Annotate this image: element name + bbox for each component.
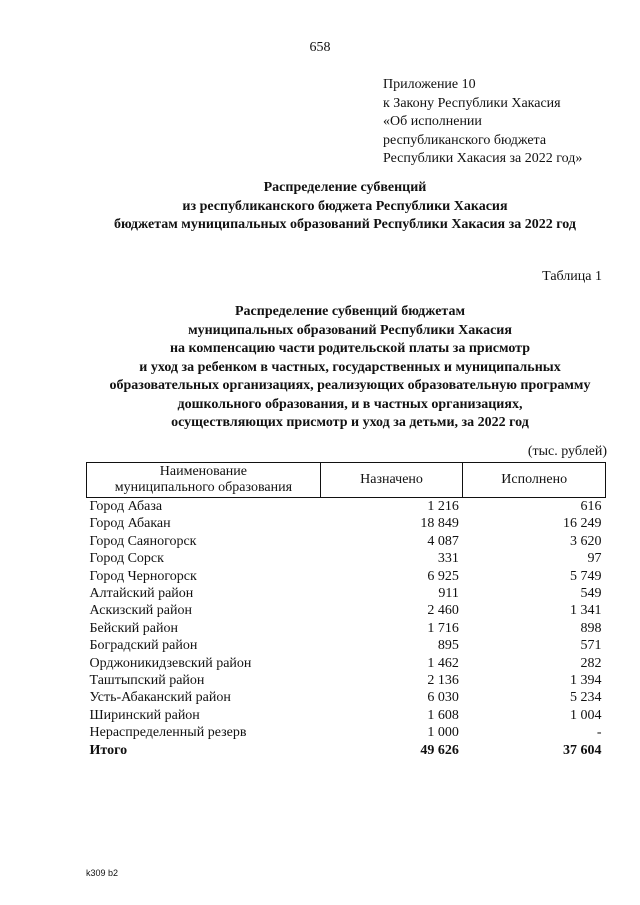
table-title-line: муниципальных образований Республики Хакасия	[188, 322, 512, 338]
row-executed-cell: 37 604	[563, 742, 602, 758]
row-executed-cell: 549	[580, 586, 602, 602]
header-executed: Исполнено	[463, 463, 606, 498]
row-executed-cell: 3 620	[570, 533, 602, 549]
row-name-cell: Город Сорск	[89, 551, 164, 567]
row-executed-cell: 1 341	[570, 603, 602, 619]
row-executed-cell: 16 249	[563, 516, 602, 532]
table-row	[87, 620, 606, 637]
row-executed-cell: 571	[580, 638, 602, 654]
row-assigned-cell: 49 626	[420, 742, 459, 758]
row-name-cell: Боградский район	[89, 638, 198, 654]
table-row	[87, 533, 606, 550]
table-title-line: дошкольного образования, и в частных организациях,	[177, 396, 523, 412]
table-row	[87, 550, 606, 567]
row-assigned-cell: 6 030	[427, 690, 459, 706]
row-name-cell: Город Абакан	[89, 516, 171, 532]
row-assigned-cell: 2 136	[427, 673, 459, 689]
row-assigned-cell: 1 000	[427, 725, 459, 741]
row-assigned-cell: 895	[437, 638, 459, 654]
heading-line: из республиканского бюджета Республики Хакасия	[182, 198, 508, 214]
table-title-line: Распределение субвенций бюджетам	[235, 304, 465, 319]
row-name-cell: Бейский район	[89, 620, 178, 636]
total-row	[87, 742, 606, 759]
row-assigned-cell: 18 849	[420, 516, 459, 532]
table-row	[87, 655, 606, 672]
row-assigned-cell: 911	[438, 586, 459, 602]
row-name-cell: Нераспределенный резерв	[89, 725, 247, 741]
table-row	[87, 724, 606, 741]
row-name-cell: Усть-Абаканский район	[89, 690, 231, 706]
row-name-cell: Город Саяногорск	[89, 533, 197, 549]
table-number: Таблица 1	[542, 269, 602, 284]
row-name-cell: Таштыпский район	[89, 673, 205, 689]
table-row	[87, 498, 606, 516]
appendix-line: республиканского бюджета	[383, 132, 547, 148]
row-name-cell: Итого	[89, 742, 128, 758]
table-row	[87, 707, 606, 724]
table-title-line: образовательных организациях, реализующих образовательную программу	[109, 378, 591, 393]
table-header-row	[87, 463, 606, 498]
row-assigned-cell: 4 087	[427, 533, 459, 549]
table-row	[87, 672, 606, 689]
row-name-cell: Орджоникидзевский район	[89, 655, 252, 671]
table-row	[87, 515, 606, 532]
row-name-cell: Ширинский район	[89, 707, 200, 723]
row-executed-cell: -	[596, 725, 602, 741]
subvention-table	[86, 462, 606, 759]
row-executed-cell: 282	[580, 655, 602, 671]
row-executed-cell: 1 394	[570, 673, 602, 689]
appendix-note	[383, 76, 582, 169]
row-name-cell: Аскизский район	[89, 603, 192, 619]
row-name-cell: Алтайский район	[89, 586, 194, 602]
footer-code: k309 b2	[86, 868, 119, 878]
table-title-line: осуществляющих присмотр и уход за детьми, за 2022 год	[171, 415, 529, 430]
header-name-line1: Наименование	[159, 464, 247, 479]
row-executed-cell: 5 234	[570, 690, 602, 706]
table-row	[87, 602, 606, 619]
header-assigned: Назначено	[320, 463, 463, 498]
row-assigned-cell: 1 462	[427, 655, 459, 671]
row-executed-cell: 97	[587, 551, 602, 567]
table-title	[0, 303, 640, 433]
heading-line: бюджетам муниципальных образований Республики Хакасия за 2022 год	[114, 217, 576, 232]
table-row	[87, 568, 606, 585]
appendix-line: к Закону Республики Хакасия	[383, 95, 561, 111]
appendix-line: Приложение 10	[383, 77, 476, 92]
row-assigned-cell: 1 216	[427, 499, 459, 514]
table-row	[87, 689, 606, 706]
appendix-line: «Об исполнении	[383, 114, 482, 129]
table-body	[87, 498, 606, 760]
row-executed-cell: 5 749	[570, 568, 602, 584]
document-heading	[0, 179, 640, 235]
row-assigned-cell: 1 716	[427, 620, 459, 636]
row-assigned-cell: 6 925	[427, 568, 459, 584]
table-title-line: и уход за ребенком в частных, государственных и муниципальных	[139, 359, 561, 375]
table-row	[87, 585, 606, 602]
row-assigned-cell: 331	[437, 551, 459, 567]
row-executed-cell: 616	[580, 499, 602, 514]
appendix-line: Республики Хакасия за 2022 год»	[383, 151, 583, 166]
heading-line: Распределение субвенций	[263, 180, 427, 195]
row-executed-cell: 898	[580, 620, 602, 636]
units-label: (тыс. рублей)	[527, 444, 607, 459]
row-assigned-cell: 1 608	[427, 707, 459, 723]
row-name-cell: Город Черногорск	[89, 568, 197, 584]
header-name-line2: муниципального образования	[114, 480, 293, 495]
row-name-cell: Город Абаза	[89, 499, 163, 514]
row-executed-cell: 1 004	[570, 707, 602, 723]
header-name	[87, 463, 321, 498]
page-number: 658	[309, 40, 331, 55]
table-row	[87, 637, 606, 654]
table-title-line: на компенсацию части родительской платы за присмотр	[169, 341, 530, 356]
row-assigned-cell: 2 460	[427, 603, 459, 619]
